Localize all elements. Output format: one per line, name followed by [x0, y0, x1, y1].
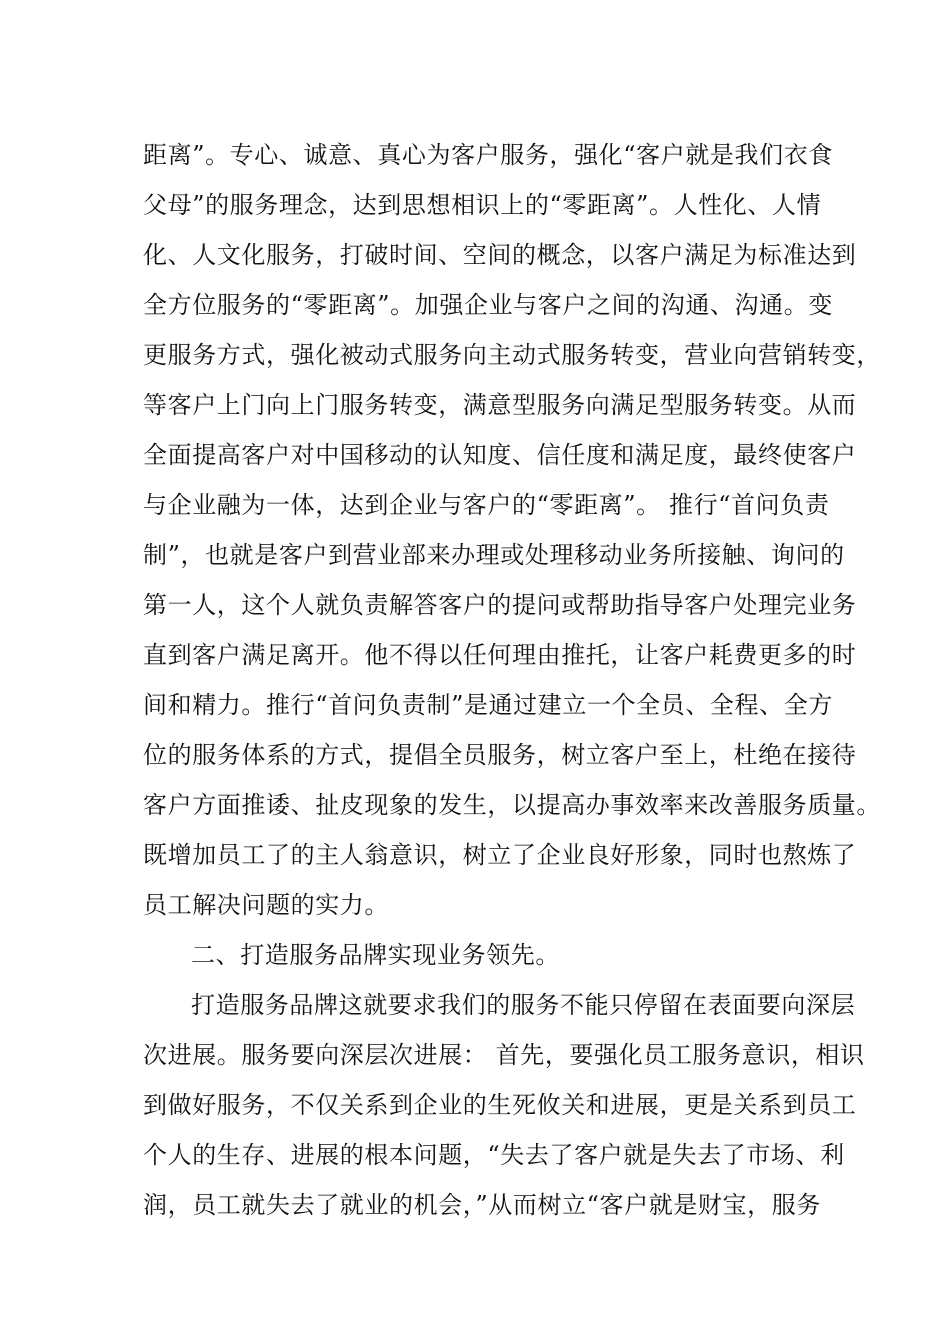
text-line: 到做好服务，不仅关系到企业的生死攸关和进展，更是关系到员工: [143, 1091, 857, 1119]
section-heading: 二、打造服务品牌实现业务领先。: [191, 941, 560, 969]
text-line: 全面提高客户对中国移动的认知度、信任度和满足度，最终使客户: [143, 441, 857, 469]
text-line: 既增加员工了的主人翁意识，树立了企业良好形象，同时也熬炼了: [143, 841, 857, 869]
text-line: 次进展。服务要向深层次进展： 首先，要强化员工服务意识，相识: [143, 1041, 865, 1069]
text-line: 化、人文化服务，打破时间、空间的概念，以客户满足为标准达到: [143, 241, 857, 269]
text-line: 间和精力。推行“首问负责制”是通过建立一个全员、全程、全方: [143, 691, 833, 719]
text-line: 与企业融为一体，达到企业与客户的“零距离”。 推行“首问负责: [143, 491, 830, 519]
text-line: 距离”。专心、诚意、真心为客户服务，强化“客户就是我们衣食: [143, 141, 833, 169]
text-line: 父母”的服务理念，达到思想相识上的“零距离”。人性化、人情: [143, 191, 822, 219]
text-line: 个人的生存、进展的根本问题，“失去了客户就是失去了市场、利: [143, 1141, 845, 1169]
text-line: 客户方面推诿、扯皮现象的发生，以提高办事效率来改善服务质量。: [143, 791, 881, 819]
text-line: 全方位服务的“零距离”。加强企业与客户之间的沟通、沟通。变: [143, 291, 833, 319]
text-line: 位的服务体系的方式，提倡全员服务，树立客户至上，杜绝在接待: [143, 741, 857, 769]
text-line: 打造服务品牌这就要求我们的服务不能只停留在表面要向深层: [191, 991, 856, 1019]
text-line: 等客户上门向上门服务转变，满意型服务向满足型服务转变。从而: [143, 391, 857, 419]
text-line: 直到客户满足离开。他不得以任何理由推托，让客户耗费更多的时: [143, 641, 857, 669]
text-line: 更服务方式，强化被动式服务向主动式服务转变，营业向营销转变，: [143, 341, 881, 369]
text-line: 润，员工就失去了就业的机会，”从而树立“客户就是财宝，服务: [143, 1191, 821, 1219]
text-line: 第一人，这个人就负责解答客户的提问或帮助指导客户处理完业务: [143, 591, 857, 619]
text-line: 员工解决问题的实力。: [143, 891, 389, 919]
text-line: 制”，也就是客户到营业部来办理或处理移动业务所接触、询问的: [143, 541, 845, 569]
